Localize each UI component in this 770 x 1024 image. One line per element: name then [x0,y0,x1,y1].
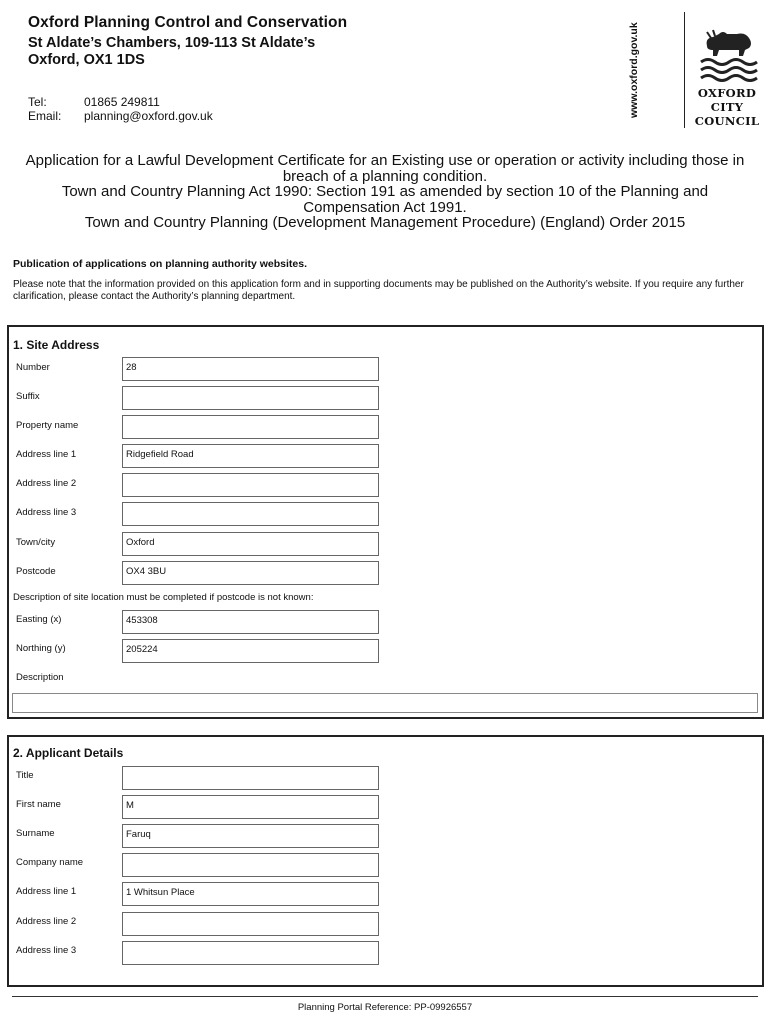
site-address-line-3-field[interactable] [122,502,379,526]
email-value: planning@oxford.gov.uk [84,109,213,123]
number-label: Number [16,362,50,373]
site-address-line-2-label: Address line 2 [16,478,77,489]
site-address-line-3-label: Address line 3 [16,507,77,518]
applicant-title-field[interactable] [122,766,379,790]
tel-label: Tel: [28,95,47,109]
org-address-line-2: Oxford, OX1 1DS [28,52,145,68]
logo-word-oxford: OXFORD [697,86,757,100]
easting-field[interactable]: 453308 [122,610,379,634]
email-label: Email: [28,109,62,123]
publication-note: Please note that the information provided on this application form and in supporting documents may be published on the Authority’s website. If you require any further clarification, please contact the Authority’s planning department. [13,279,744,302]
org-address-line-1: St Aldate’s Chambers, 109-113 St Aldate’s [28,35,316,51]
form-title-line-3: Town and Country Planning Act 1990: Section 191 as amended by section 10 of the Planning and [61,183,709,200]
applicant-address-line-2-field[interactable] [122,912,379,936]
description-field[interactable] [12,693,758,713]
applicant-section [7,735,764,987]
site-address-line-2-field[interactable] [122,473,379,497]
suffix-field[interactable] [122,386,379,410]
form-title-line-2: breach of a planning condition. [282,167,488,185]
company-name-label: Company name [16,857,84,868]
property-name-label: Property name [16,420,79,431]
oxford-crest-icon [697,28,759,84]
website-vertical-text: www.oxford.gov.uk [628,22,640,118]
description-label: Description [16,672,64,683]
logo-divider [684,12,685,128]
first-name-label: First name [16,799,61,810]
suffix-label: Suffix [16,391,40,402]
site-address-title: 1. Site Address [13,338,100,352]
form-title-line-4: Compensation Act 1991. [303,198,467,216]
number-field[interactable]: 28 [122,357,379,381]
surname-label: Surname [16,828,55,839]
applicant-address-line-1-field[interactable]: 1 Whitsun Place [122,882,379,906]
company-name-field[interactable] [122,853,379,877]
org-name: Oxford Planning Control and Conservation [28,14,348,31]
applicant-address-line-2-label: Address line 2 [16,916,77,927]
property-name-field[interactable] [122,415,379,439]
applicant-address-line-1-label: Address line 1 [16,886,77,897]
northing-field[interactable]: 205224 [122,639,379,663]
applicant-title: 2. Applicant Details [13,746,124,760]
applicant-title-label: Title [16,770,34,781]
town-city-label: Town/city [16,537,56,548]
easting-label: Easting (x) [16,614,62,625]
town-city-field[interactable]: Oxford [122,532,379,556]
form-title-line-1: Application for a Lawful Development Certificate for an Existing use or operation or activity including those in [25,152,745,169]
surname-field[interactable]: Faruq [122,824,379,848]
site-address-section [7,325,764,719]
tel-value: 01865 249811 [84,95,160,109]
site-address-line-1-field[interactable]: Ridgefield Road [122,444,379,468]
applicant-address-line-3-label: Address line 3 [16,945,77,956]
postcode-field[interactable]: OX4 3BU [122,561,379,585]
logo-word-city: CITY [710,100,744,114]
publication-heading: Publication of applications on planning authority websites. [13,258,308,270]
portal-reference: Planning Portal Reference: PP-09926557 [297,1002,473,1013]
applicant-address-line-3-field[interactable] [122,941,379,965]
form-title-line-5: Town and Country Planning (Development Management Procedure) (England) Order 2015 [84,214,686,231]
postcode-label: Postcode [16,566,56,577]
location-note: Description of site location must be completed if postcode is not known: [13,592,314,603]
site-address-line-1-label: Address line 1 [16,449,77,460]
footer-rule [12,996,758,997]
logo-word-council: COUNCIL [694,114,760,128]
form-title [6,153,764,231]
first-name-field[interactable]: M [122,795,379,819]
northing-label: Northing (y) [16,643,66,654]
